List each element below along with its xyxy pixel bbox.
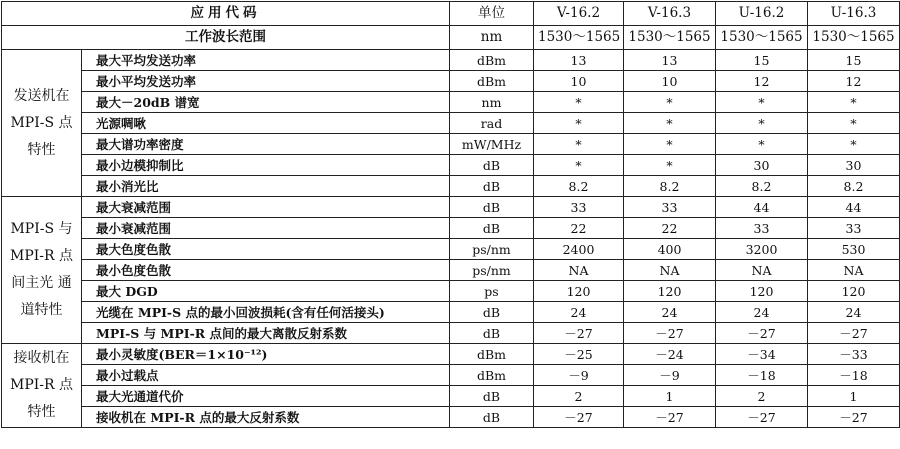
header-v-16-2: V-16.2 bbox=[534, 2, 624, 26]
param-value: * bbox=[808, 92, 900, 113]
param-value: NA bbox=[716, 260, 808, 281]
group-receiver-mpi-r: 接收机在 MPI-R 点特性 bbox=[2, 344, 82, 428]
wavelength-row bbox=[2, 26, 900, 50]
param-name: 最小消光比 bbox=[82, 176, 450, 197]
param-value: 30 bbox=[808, 155, 900, 176]
param-value: * bbox=[534, 134, 624, 155]
wavelength-label: 工作波长范围 bbox=[2, 26, 450, 50]
param-value: 13 bbox=[534, 50, 624, 71]
param-name: 最大色度色散 bbox=[82, 239, 450, 260]
param-value: 120 bbox=[534, 281, 624, 302]
table-row bbox=[2, 218, 900, 239]
param-value: 33 bbox=[534, 197, 624, 218]
param-value: NA bbox=[624, 260, 716, 281]
table-row bbox=[2, 344, 900, 365]
param-value: 2 bbox=[716, 386, 808, 407]
param-value: 10 bbox=[534, 71, 624, 92]
param-name: 最小平均发送功率 bbox=[82, 71, 450, 92]
param-unit: ps bbox=[450, 281, 534, 302]
group-transmitter-mpi-s: 发送机在 MPI-S 点 特性 bbox=[2, 50, 82, 197]
param-value: * bbox=[624, 155, 716, 176]
param-value: －9 bbox=[624, 365, 716, 386]
param-value: －27 bbox=[808, 407, 900, 428]
param-unit: dB bbox=[450, 302, 534, 323]
table-row bbox=[2, 197, 900, 218]
param-name: 光源啁啾 bbox=[82, 113, 450, 134]
param-value: * bbox=[624, 113, 716, 134]
table-row bbox=[2, 71, 900, 92]
param-value: 33 bbox=[716, 218, 808, 239]
param-value: －27 bbox=[716, 323, 808, 344]
spec-table bbox=[1, 1, 900, 428]
param-unit: dB bbox=[450, 407, 534, 428]
param-value: NA bbox=[808, 260, 900, 281]
param-name: 最大衰减范围 bbox=[82, 197, 450, 218]
table-row bbox=[2, 134, 900, 155]
param-value: －33 bbox=[808, 344, 900, 365]
header-v-16-3: V-16.3 bbox=[624, 2, 716, 26]
param-name: 最小边模抑制比 bbox=[82, 155, 450, 176]
param-name: 最大光通道代价 bbox=[82, 386, 450, 407]
param-value: 24 bbox=[534, 302, 624, 323]
header-row bbox=[2, 2, 900, 26]
table-row bbox=[2, 365, 900, 386]
param-value: 10 bbox=[624, 71, 716, 92]
param-value: 3200 bbox=[716, 239, 808, 260]
param-value: －18 bbox=[808, 365, 900, 386]
header-u-16-2: U-16.2 bbox=[716, 2, 808, 26]
param-name: 接收机在 MPI-R 点的最大反射系数 bbox=[82, 407, 450, 428]
param-value: －24 bbox=[624, 344, 716, 365]
table-row bbox=[2, 92, 900, 113]
param-unit: dBm bbox=[450, 71, 534, 92]
param-value: 15 bbox=[716, 50, 808, 71]
param-name: 最小色度色散 bbox=[82, 260, 450, 281]
param-value: 12 bbox=[808, 71, 900, 92]
param-value: 15 bbox=[808, 50, 900, 71]
param-unit: dBm bbox=[450, 344, 534, 365]
param-value: －27 bbox=[716, 407, 808, 428]
param-value: 33 bbox=[624, 197, 716, 218]
param-value: 2 bbox=[534, 386, 624, 407]
param-name: 最大－20dB 谱宽 bbox=[82, 92, 450, 113]
param-value: * bbox=[624, 92, 716, 113]
param-value: 8.2 bbox=[624, 176, 716, 197]
param-value: 400 bbox=[624, 239, 716, 260]
table-row bbox=[2, 239, 900, 260]
param-value: －18 bbox=[716, 365, 808, 386]
param-unit: rad bbox=[450, 113, 534, 134]
param-value: * bbox=[534, 155, 624, 176]
param-name: MPI-S 与 MPI-R 点间的最大离散反射系数 bbox=[82, 323, 450, 344]
param-value: 24 bbox=[624, 302, 716, 323]
table-row bbox=[2, 407, 900, 428]
wavelength-unit: nm bbox=[450, 26, 534, 50]
param-value: 120 bbox=[808, 281, 900, 302]
param-unit: dB bbox=[450, 155, 534, 176]
param-value: 1 bbox=[808, 386, 900, 407]
param-unit: dBm bbox=[450, 365, 534, 386]
table-row bbox=[2, 113, 900, 134]
param-value: 44 bbox=[716, 197, 808, 218]
param-name: 最大 DGD bbox=[82, 281, 450, 302]
param-unit: dB bbox=[450, 323, 534, 344]
param-value: 1 bbox=[624, 386, 716, 407]
table-row bbox=[2, 176, 900, 197]
param-unit: dB bbox=[450, 386, 534, 407]
param-value: NA bbox=[534, 260, 624, 281]
table-row bbox=[2, 281, 900, 302]
param-unit: dB bbox=[450, 218, 534, 239]
param-value: 24 bbox=[808, 302, 900, 323]
param-unit: dB bbox=[450, 197, 534, 218]
param-name: 光缆在 MPI-S 点的最小回波损耗(含有任何活接头) bbox=[82, 302, 450, 323]
group-channel-mpi-s-mpi-r: MPI-S 与 MPI-R 点间主光 通道特性 bbox=[2, 197, 82, 344]
table-row bbox=[2, 50, 900, 71]
param-value: 12 bbox=[716, 71, 808, 92]
header-app-code: 应用代码 bbox=[2, 2, 450, 26]
param-value: * bbox=[716, 113, 808, 134]
table-row bbox=[2, 302, 900, 323]
param-value: －9 bbox=[534, 365, 624, 386]
param-value: * bbox=[716, 92, 808, 113]
param-value: 33 bbox=[808, 218, 900, 239]
table-row bbox=[2, 260, 900, 281]
param-value: 8.2 bbox=[534, 176, 624, 197]
param-value: * bbox=[534, 113, 624, 134]
wavelength-value: 1530～1565 bbox=[534, 26, 624, 50]
param-value: 44 bbox=[808, 197, 900, 218]
param-value: * bbox=[808, 113, 900, 134]
wavelength-value: 1530～1565 bbox=[624, 26, 716, 50]
param-name: 最大谱功率密度 bbox=[82, 134, 450, 155]
param-value: * bbox=[716, 134, 808, 155]
param-name: 最小过载点 bbox=[82, 365, 450, 386]
wavelength-value: 1530～1565 bbox=[716, 26, 808, 50]
param-value: 2400 bbox=[534, 239, 624, 260]
header-u-16-3: U-16.3 bbox=[808, 2, 900, 26]
param-unit: mW/MHz bbox=[450, 134, 534, 155]
param-value: 120 bbox=[716, 281, 808, 302]
param-unit: dB bbox=[450, 176, 534, 197]
param-value: －34 bbox=[716, 344, 808, 365]
param-unit: ps/nm bbox=[450, 260, 534, 281]
param-name: 最大平均发送功率 bbox=[82, 50, 450, 71]
param-value: 24 bbox=[716, 302, 808, 323]
param-value: －27 bbox=[534, 407, 624, 428]
param-value: * bbox=[624, 134, 716, 155]
param-value: 30 bbox=[716, 155, 808, 176]
param-value: －27 bbox=[808, 323, 900, 344]
param-value: 8.2 bbox=[716, 176, 808, 197]
param-value: －25 bbox=[534, 344, 624, 365]
param-unit: nm bbox=[450, 92, 534, 113]
table-row bbox=[2, 155, 900, 176]
param-value: 22 bbox=[534, 218, 624, 239]
param-value: 8.2 bbox=[808, 176, 900, 197]
param-value: * bbox=[808, 134, 900, 155]
param-value: 530 bbox=[808, 239, 900, 260]
header-unit: 单位 bbox=[450, 2, 534, 26]
param-value: －27 bbox=[624, 407, 716, 428]
wavelength-value: 1530～1565 bbox=[808, 26, 900, 50]
param-value: * bbox=[534, 92, 624, 113]
param-name: 最小灵敏度(BER＝1×10⁻¹²) bbox=[82, 344, 450, 365]
param-unit: dBm bbox=[450, 50, 534, 71]
param-value: －27 bbox=[624, 323, 716, 344]
param-value: －27 bbox=[534, 323, 624, 344]
param-value: 13 bbox=[624, 50, 716, 71]
table-row bbox=[2, 386, 900, 407]
param-unit: ps/nm bbox=[450, 239, 534, 260]
table-row bbox=[2, 323, 900, 344]
param-name: 最小衰减范围 bbox=[82, 218, 450, 239]
param-value: 22 bbox=[624, 218, 716, 239]
param-value: 120 bbox=[624, 281, 716, 302]
